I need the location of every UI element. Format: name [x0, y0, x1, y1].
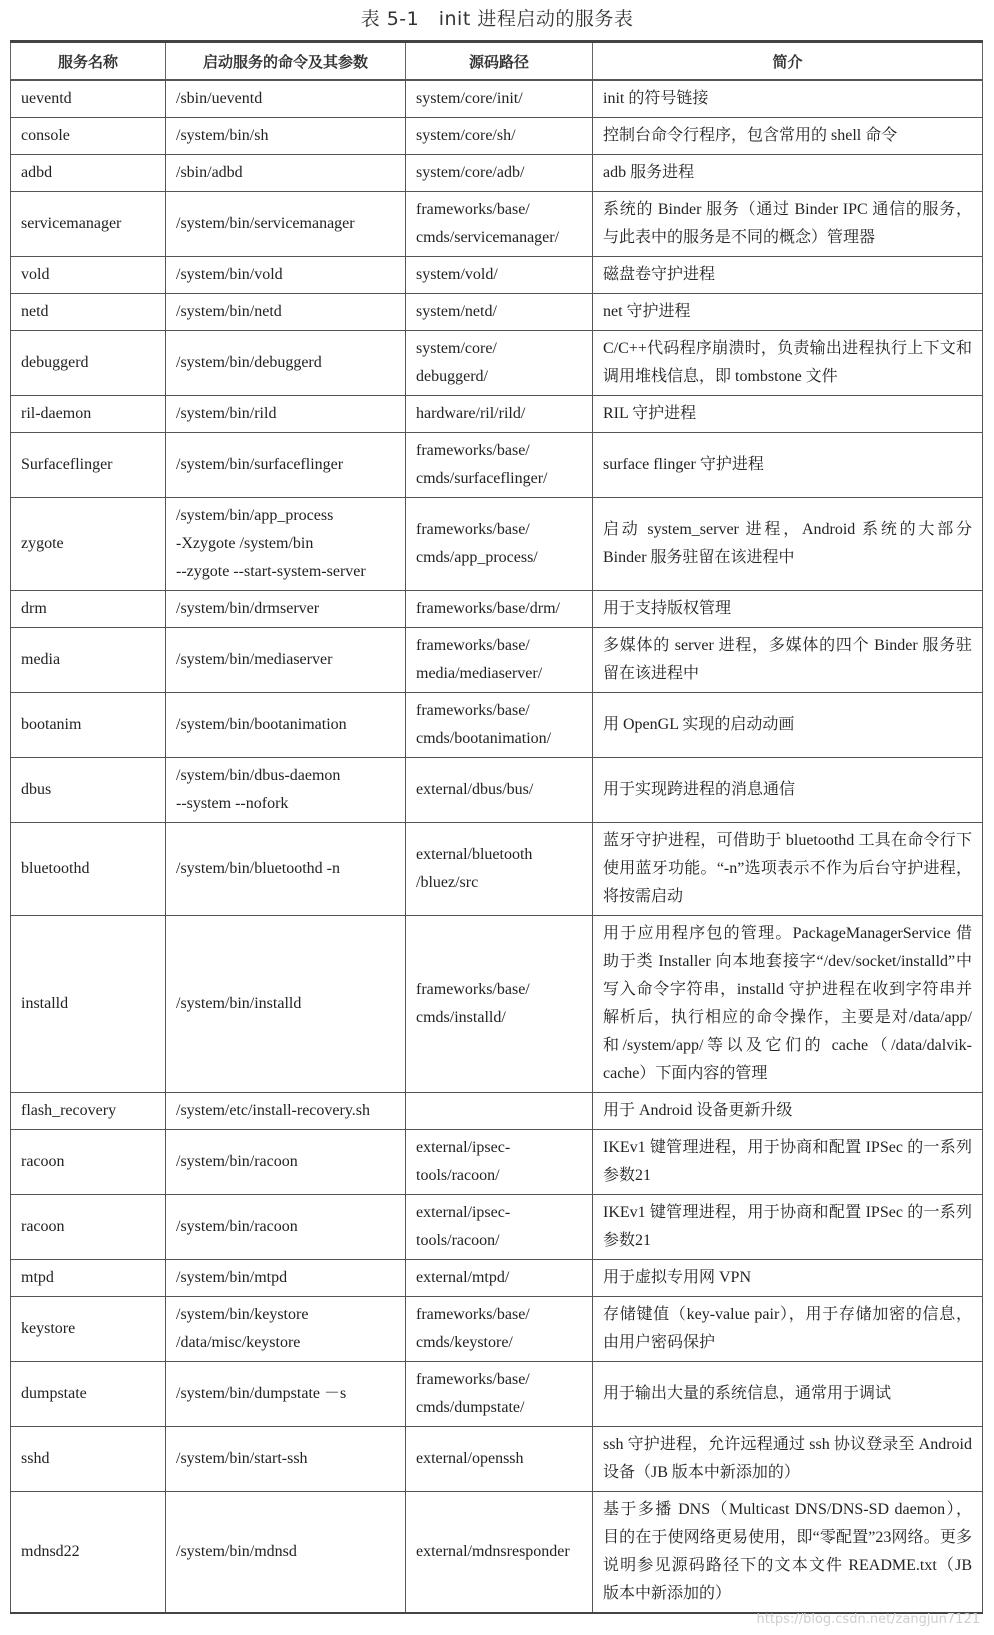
table-row — [11, 433, 983, 498]
cell-command: /system/bin/mdnsd — [166, 1492, 406, 1614]
cell-source-path: external/mtpd/ — [406, 1260, 593, 1297]
cell-description: 基于多播 DNS（Multicast DNS/DNS-SD daemon），目的在于使网络更易使用，即“零配置”23网络。更多说明参见源码路径下的文本文件 README.txt（JB 版本中新添加的） — [593, 1492, 983, 1614]
cell-command: /system/bin/racoon — [166, 1130, 406, 1195]
cell-service-name: sshd — [11, 1427, 166, 1492]
cell-service-name: servicemanager — [11, 192, 166, 257]
table-row — [11, 1195, 983, 1260]
cell-source-path: system/vold/ — [406, 257, 593, 294]
cell-source-path: frameworks/base/drm/ — [406, 591, 593, 628]
cell-service-name: keystore — [11, 1297, 166, 1362]
cell-description: adb 服务进程 — [593, 155, 983, 192]
cell-source-path: frameworks/base/ cmds/dumpstate/ — [406, 1362, 593, 1427]
cell-command: /system/bin/mediaserver — [166, 628, 406, 693]
watermark: https://blog.csdn.net/zangjun7121 — [756, 1612, 980, 1627]
cell-source-path: external/bluetooth /bluez/src — [406, 823, 593, 916]
cell-service-name: console — [11, 118, 166, 155]
cell-source-path: frameworks/base/ cmds/surfaceflinger/ — [406, 433, 593, 498]
cell-service-name: mdnsd22 — [11, 1492, 166, 1614]
header-description: 简介 — [593, 42, 983, 81]
cell-description: 用于实现跨进程的消息通信 — [593, 758, 983, 823]
cell-source-path: frameworks/base/ cmds/bootanimation/ — [406, 693, 593, 758]
cell-service-name: racoon — [11, 1130, 166, 1195]
header-service-name: 服务名称 — [11, 42, 166, 81]
cell-source-path: system/netd/ — [406, 294, 593, 331]
cell-service-name: dbus — [11, 758, 166, 823]
cell-service-name: media — [11, 628, 166, 693]
header-source-path: 源码路径 — [406, 42, 593, 81]
cell-description: 用于输出大量的系统信息，通常用于调试 — [593, 1362, 983, 1427]
cell-command: /system/bin/start-ssh — [166, 1427, 406, 1492]
cell-source-path: frameworks/base/ media/mediaserver/ — [406, 628, 593, 693]
cell-command: /system/bin/netd — [166, 294, 406, 331]
cell-command: /sbin/ueventd — [166, 80, 406, 118]
cell-source-path — [406, 1093, 593, 1130]
cell-source-path: external/ipsec-tools/racoon/ — [406, 1195, 593, 1260]
cell-description: init 的符号链接 — [593, 80, 983, 118]
cell-source-path: frameworks/base/ cmds/app_process/ — [406, 498, 593, 591]
table-row — [11, 331, 983, 396]
cell-service-name: netd — [11, 294, 166, 331]
cell-service-name: ueventd — [11, 80, 166, 118]
cell-source-path: frameworks/base/ cmds/installd/ — [406, 916, 593, 1093]
cell-source-path: frameworks/base/ cmds/servicemanager/ — [406, 192, 593, 257]
cell-source-path: system/core/init/ — [406, 80, 593, 118]
services-table — [10, 40, 983, 1614]
table-row — [11, 294, 983, 331]
cell-service-name: bootanim — [11, 693, 166, 758]
table-row — [11, 916, 983, 1093]
cell-description: 用于 Android 设备更新升级 — [593, 1093, 983, 1130]
cell-source-path: system/core/sh/ — [406, 118, 593, 155]
table-row — [11, 1093, 983, 1130]
cell-service-name: installd — [11, 916, 166, 1093]
table-row — [11, 1260, 983, 1297]
cell-service-name: vold — [11, 257, 166, 294]
table-row — [11, 155, 983, 192]
cell-command: /system/bin/drmserver — [166, 591, 406, 628]
cell-command: /system/bin/bootanimation — [166, 693, 406, 758]
cell-service-name: dumpstate — [11, 1362, 166, 1427]
table-row — [11, 1297, 983, 1362]
table-row — [11, 758, 983, 823]
cell-command: /system/bin/vold — [166, 257, 406, 294]
cell-command: /system/bin/racoon — [166, 1195, 406, 1260]
cell-description: 系统的 Binder 服务（通过 Binder IPC 通信的服务，与此表中的服务是不同的概念）管理器 — [593, 192, 983, 257]
table-row — [11, 192, 983, 257]
cell-command: /system/bin/surfaceflinger — [166, 433, 406, 498]
header-command: 启动服务的命令及其参数 — [166, 42, 406, 81]
cell-service-name: flash_recovery — [11, 1093, 166, 1130]
cell-service-name: racoon — [11, 1195, 166, 1260]
table-row — [11, 591, 983, 628]
header-row — [11, 42, 983, 81]
cell-service-name: drm — [11, 591, 166, 628]
table-row — [11, 823, 983, 916]
cell-description: IKEv1 键管理进程，用于协商和配置 IPSec 的一系列参数21 — [593, 1130, 983, 1195]
cell-service-name: adbd — [11, 155, 166, 192]
table-row — [11, 118, 983, 155]
cell-source-path: external/openssh — [406, 1427, 593, 1492]
table-row — [11, 257, 983, 294]
cell-description: IKEv1 键管理进程，用于协商和配置 IPSec 的一系列参数21 — [593, 1195, 983, 1260]
cell-command: /system/bin/bluetoothd -n — [166, 823, 406, 916]
cell-description: C/C++代码程序崩溃时，负责输出进程执行上下文和调用堆栈信息，即 tombstone 文件 — [593, 331, 983, 396]
cell-source-path: system/core/adb/ — [406, 155, 593, 192]
table-row — [11, 1130, 983, 1195]
cell-description: 存储键值（key-value pair），用于存储加密的信息，由用户密码保护 — [593, 1297, 983, 1362]
cell-source-path: hardware/ril/rild/ — [406, 396, 593, 433]
cell-service-name: zygote — [11, 498, 166, 591]
cell-description: net 守护进程 — [593, 294, 983, 331]
cell-command: /system/bin/installd — [166, 916, 406, 1093]
table-row — [11, 498, 983, 591]
cell-description: 蓝牙守护进程，可借助于 bluetoothd 工具在命令行下使用蓝牙功能。“-n”选项表示不作为后台守护进程，将按需启动 — [593, 823, 983, 916]
table-row — [11, 693, 983, 758]
cell-description: 用 OpenGL 实现的启动动画 — [593, 693, 983, 758]
table-row — [11, 80, 983, 118]
cell-description: 控制台命令行程序，包含常用的 shell 命令 — [593, 118, 983, 155]
cell-command: /system/bin/dumpstate －s — [166, 1362, 406, 1427]
cell-service-name: ril-daemon — [11, 396, 166, 433]
cell-description: 多媒体的 server 进程，多媒体的四个 Binder 服务驻留在该进程中 — [593, 628, 983, 693]
cell-description: RIL 守护进程 — [593, 396, 983, 433]
cell-command: /system/bin/sh — [166, 118, 406, 155]
table-row — [11, 1362, 983, 1427]
table-row — [11, 628, 983, 693]
table-row — [11, 396, 983, 433]
cell-command: /system/bin/dbus-daemon --system --nofork — [166, 758, 406, 823]
cell-command: /system/bin/debuggerd — [166, 331, 406, 396]
cell-description: 用于支持版权管理 — [593, 591, 983, 628]
table-body — [11, 80, 983, 1613]
cell-description: ssh 守护进程，允许远程通过 ssh 协议登录至 Android 设备（JB 版本中新添加的） — [593, 1427, 983, 1492]
cell-source-path: frameworks/base/ cmds/keystore/ — [406, 1297, 593, 1362]
cell-command: /system/bin/app_process -Xzygote /system/bin --zygote --start-system-server — [166, 498, 406, 591]
cell-command: /system/bin/keystore /data/misc/keystore — [166, 1297, 406, 1362]
cell-service-name: debuggerd — [11, 331, 166, 396]
cell-service-name: bluetoothd — [11, 823, 166, 916]
table-row — [11, 1492, 983, 1614]
cell-description: 用于虚拟专用网 VPN — [593, 1260, 983, 1297]
cell-source-path: external/ipsec-tools/racoon/ — [406, 1130, 593, 1195]
table-row — [11, 1427, 983, 1492]
cell-description: 磁盘卷守护进程 — [593, 257, 983, 294]
cell-command: /system/bin/rild — [166, 396, 406, 433]
table-title: 表 5-1 init 进程启动的服务表 — [360, 8, 634, 30]
cell-service-name: Surfaceflinger — [11, 433, 166, 498]
cell-command: /system/etc/install-recovery.sh — [166, 1093, 406, 1130]
cell-command: /system/bin/servicemanager — [166, 192, 406, 257]
cell-description: 启动 system_server 进程，Android 系统的大部分 Binder 服务驻留在该进程中 — [593, 498, 983, 591]
cell-source-path: system/core/ debuggerd/ — [406, 331, 593, 396]
cell-command: /sbin/adbd — [166, 155, 406, 192]
cell-service-name: mtpd — [11, 1260, 166, 1297]
cell-description: 用于应用程序包的管理。PackageManagerService 借助于类 Installer 向本地套接字“/dev/socket/installd”中写入命令字符串，installd 守护进程在收到字符串并解析后，执行相应的命令操作，主要是对/data/app/和/system/app/等以及它们的 cache（/data/dalvik-cache）下面内容的管理 — [593, 916, 983, 1093]
cell-command: /system/bin/mtpd — [166, 1260, 406, 1297]
cell-description: surface flinger 守护进程 — [593, 433, 983, 498]
cell-source-path: external/mdnsresponder — [406, 1492, 593, 1614]
cell-source-path: external/dbus/bus/ — [406, 758, 593, 823]
